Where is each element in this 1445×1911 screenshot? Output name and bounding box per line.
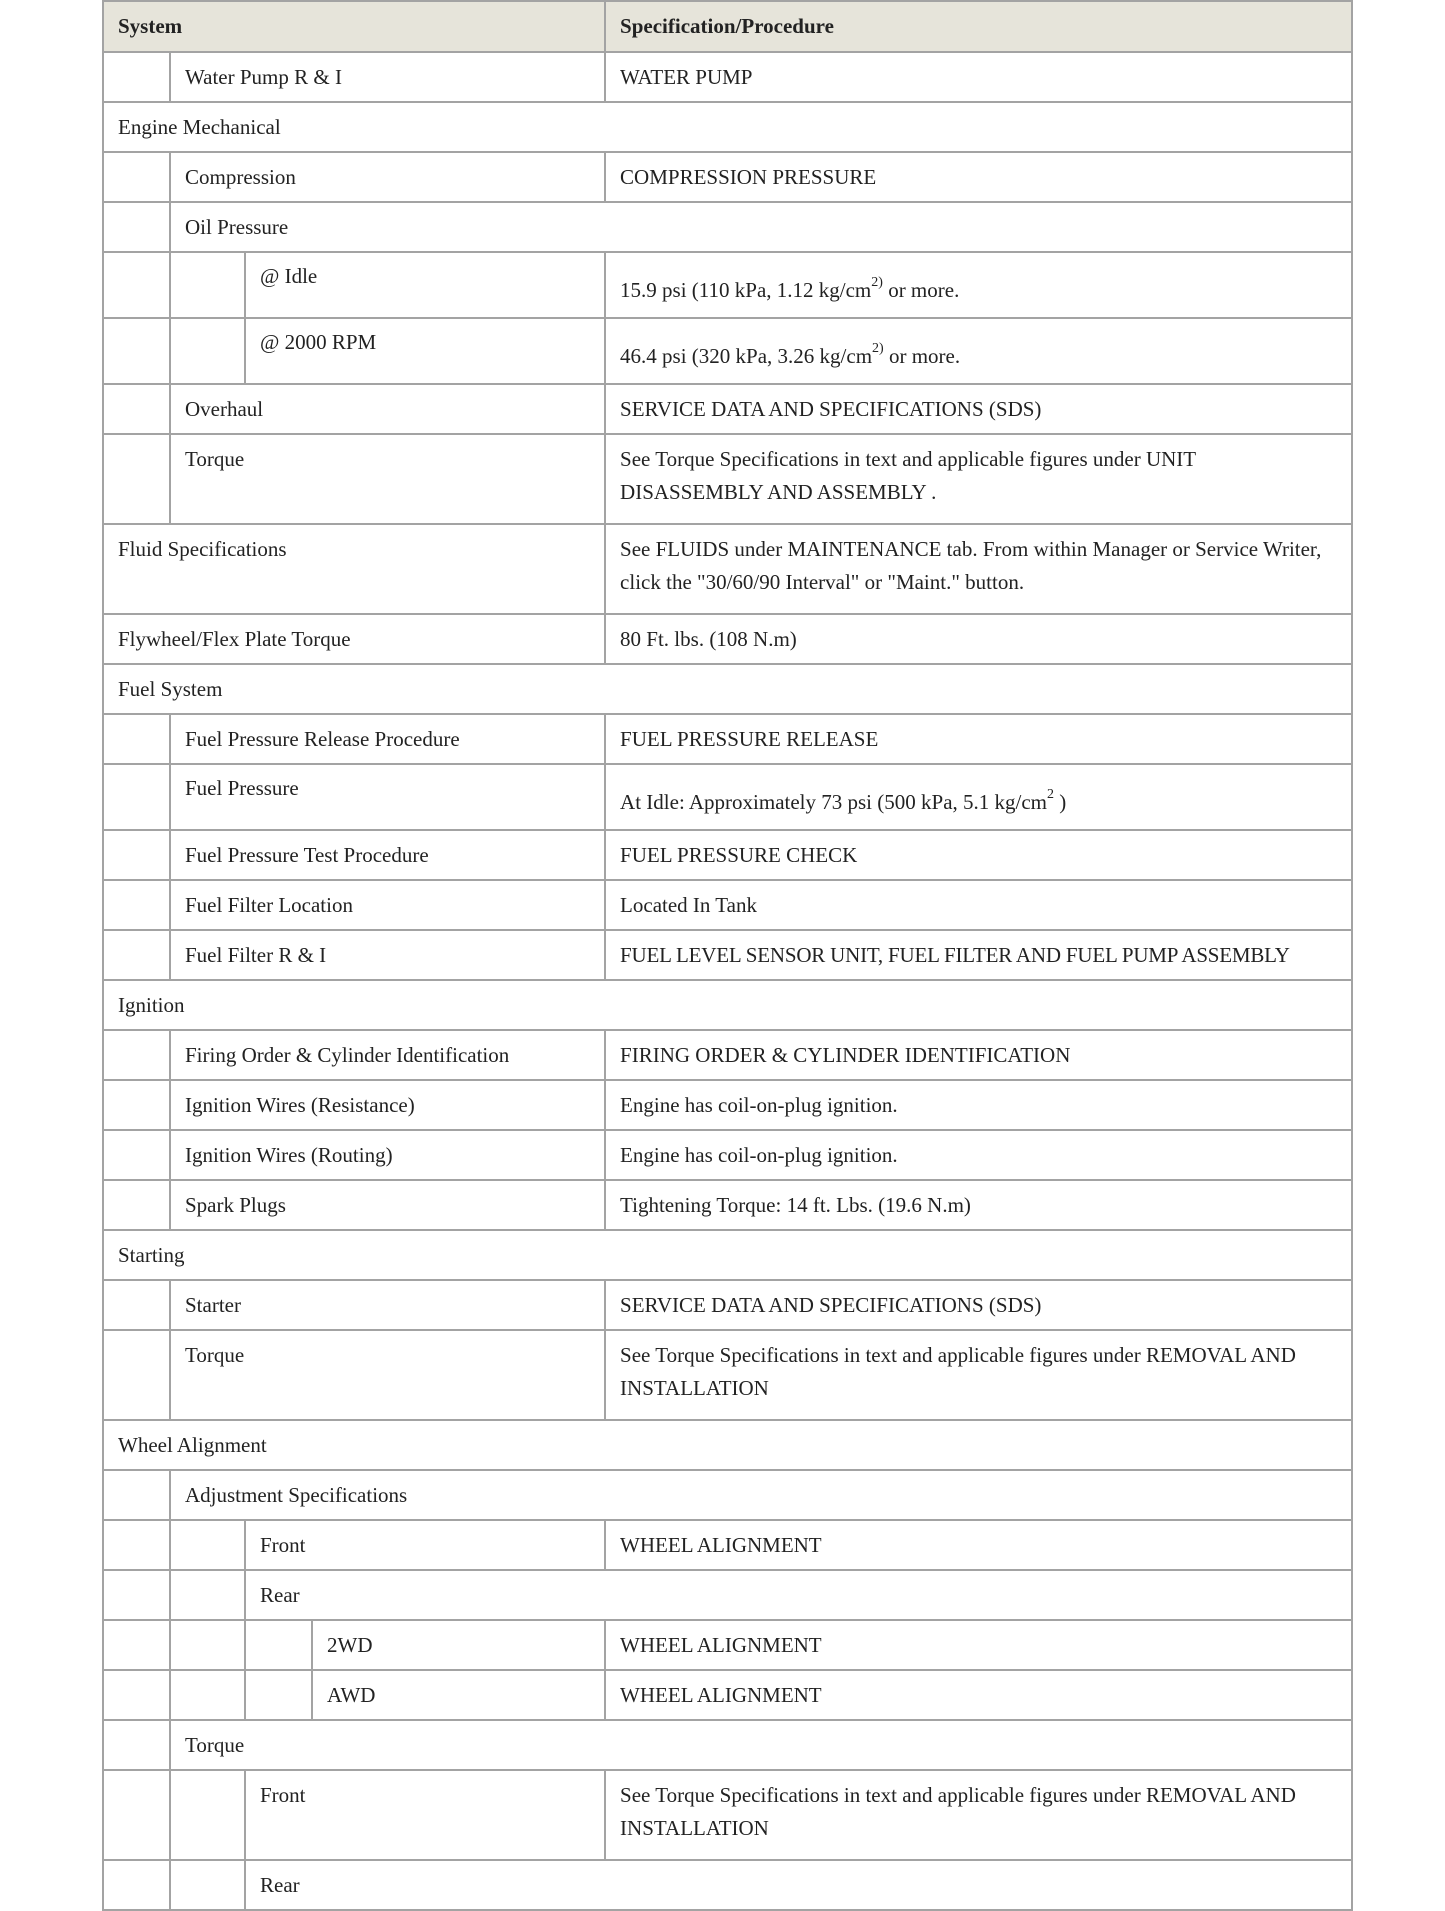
table-row xyxy=(103,1280,1352,1330)
component-cell: Compression xyxy=(170,152,605,202)
component-cell: Flywheel/Flex Plate Torque xyxy=(103,614,605,664)
table-row xyxy=(103,524,1352,614)
table-row xyxy=(103,1180,1352,1230)
table-row xyxy=(103,318,1352,384)
spec-column-header: Specification/Procedure xyxy=(605,1,1352,52)
spec-value: At Idle: Approximately 73 psi (500 kPa, 5.1 $kg/cm^2$ ) xyxy=(605,764,1352,830)
table-row xyxy=(103,1030,1352,1080)
spec-link[interactable]: WHEEL ALIGNMENT xyxy=(605,1520,1352,1570)
indent-cell xyxy=(103,1280,170,1330)
component-cell: @ Idle xyxy=(245,252,605,318)
component-cell: Front xyxy=(245,1520,605,1570)
table-row xyxy=(103,1670,1352,1720)
indent-cell xyxy=(103,764,170,830)
indent-cell xyxy=(103,1330,170,1420)
table-row xyxy=(103,434,1352,524)
spec-link[interactable]: FIRING ORDER & CYLINDER IDENTIFICATION xyxy=(605,1030,1352,1080)
subsection-title: Torque xyxy=(170,1720,1352,1770)
indent-cell xyxy=(170,1670,245,1720)
component-cell: Ignition Wires (Resistance) xyxy=(170,1080,605,1130)
spec-link[interactable]: SERVICE DATA AND SPECIFICATIONS (SDS) xyxy=(605,1280,1352,1330)
indent-cell xyxy=(103,202,170,252)
component-cell: Fuel Pressure Release Procedure xyxy=(170,714,605,764)
indent-cell xyxy=(103,252,170,318)
table-row xyxy=(103,1130,1352,1180)
component-cell: Fuel Pressure Test Procedure xyxy=(170,830,605,880)
section-title: Wheel Alignment xyxy=(103,1420,1352,1470)
subsection-title: Rear xyxy=(245,1860,1352,1910)
component-cell: Overhaul xyxy=(170,384,605,434)
spec-value: Engine has coil-on-plug ignition. xyxy=(605,1080,1352,1130)
subsection-row xyxy=(103,202,1352,252)
indent-cell xyxy=(103,1180,170,1230)
indent-cell xyxy=(103,1620,170,1670)
component-cell: 2WD xyxy=(312,1620,605,1670)
spec-value: 15.9 psi (110 kPa, 1.12 $kg/cm^{2)}$ or more. xyxy=(605,252,1352,318)
spec-value: 46.4 psi (320 kPa, 3.26 $kg/cm^{2)}$ or more. xyxy=(605,318,1352,384)
section-row xyxy=(103,1230,1352,1280)
indent-cell xyxy=(103,1670,170,1720)
indent-cell xyxy=(170,1520,245,1570)
section-row xyxy=(103,664,1352,714)
indent-cell xyxy=(103,1770,170,1860)
component-cell: Fluid Specifications xyxy=(103,524,605,614)
component-cell: Front xyxy=(245,1770,605,1860)
component-cell: Spark Plugs xyxy=(170,1180,605,1230)
subsection-title: Adjustment Specifications xyxy=(170,1470,1352,1520)
table-row xyxy=(103,152,1352,202)
spec-link[interactable]: FUEL PRESSURE RELEASE xyxy=(605,714,1352,764)
indent-cell xyxy=(103,52,170,102)
component-cell: Fuel Pressure xyxy=(170,764,605,830)
spec-link[interactable]: COMPRESSION PRESSURE xyxy=(605,152,1352,202)
section-title: Engine Mechanical xyxy=(103,102,1352,152)
section-title: Starting xyxy=(103,1230,1352,1280)
component-cell: Fuel Filter Location xyxy=(170,880,605,930)
subsection-row xyxy=(103,1860,1352,1910)
spec-link[interactable]: WHEEL ALIGNMENT xyxy=(605,1670,1352,1720)
indent-cell xyxy=(103,830,170,880)
indent-cell xyxy=(103,1030,170,1080)
subsection-row xyxy=(103,1720,1352,1770)
system-column-header: System xyxy=(103,1,605,52)
indent-cell xyxy=(245,1670,312,1720)
table-row xyxy=(103,830,1352,880)
indent-cell xyxy=(170,1570,245,1620)
table-row xyxy=(103,880,1352,930)
spec-link[interactable]: See FLUIDS under MAINTENANCE tab. From within Manager or Service Writer, click the "30/60/90 Interval" or "Maint." button. xyxy=(605,524,1352,614)
component-cell: AWD xyxy=(312,1670,605,1720)
table-row xyxy=(103,1080,1352,1130)
subsection-row xyxy=(103,1570,1352,1620)
spec-link[interactable]: See Torque Specifications in text and applicable figures under UNIT DISASSEMBLY AND ASSEMBLY . xyxy=(605,434,1352,524)
spec-link[interactable]: WATER PUMP xyxy=(605,52,1352,102)
component-cell: Fuel Filter R & I xyxy=(170,930,605,980)
table-row xyxy=(103,930,1352,980)
spec-link[interactable]: WHEEL ALIGNMENT xyxy=(605,1620,1352,1670)
component-cell: Torque xyxy=(170,1330,605,1420)
indent-cell xyxy=(103,930,170,980)
indent-cell xyxy=(103,1470,170,1520)
spec-link[interactable]: FUEL PRESSURE CHECK xyxy=(605,830,1352,880)
indent-cell xyxy=(103,1720,170,1770)
indent-cell xyxy=(170,252,245,318)
indent-cell xyxy=(245,1620,312,1670)
spec-link[interactable]: SERVICE DATA AND SPECIFICATIONS (SDS) xyxy=(605,384,1352,434)
indent-cell xyxy=(103,318,170,384)
section-title: Fuel System xyxy=(103,664,1352,714)
table-row xyxy=(103,52,1352,102)
table-row xyxy=(103,1620,1352,1670)
indent-cell xyxy=(103,1570,170,1620)
spec-link[interactable]: FUEL LEVEL SENSOR UNIT, FUEL FILTER AND FUEL PUMP ASSEMBLY xyxy=(605,930,1352,980)
subsection-title: Rear xyxy=(245,1570,1352,1620)
section-title: Ignition xyxy=(103,980,1352,1030)
indent-cell xyxy=(103,384,170,434)
table-header-row xyxy=(103,1,1352,52)
table-row xyxy=(103,384,1352,434)
section-row xyxy=(103,1420,1352,1470)
table-row xyxy=(103,252,1352,318)
table-row xyxy=(103,1330,1352,1420)
spec-value: Engine has coil-on-plug ignition. xyxy=(605,1130,1352,1180)
table-row xyxy=(103,714,1352,764)
indent-cell xyxy=(103,1520,170,1570)
spec-link[interactable]: See Torque Specifications in text and applicable figures under REMOVAL AND INSTALLATION xyxy=(605,1770,1352,1860)
section-row xyxy=(103,102,1352,152)
component-cell: Ignition Wires (Routing) xyxy=(170,1130,605,1180)
component-cell: Torque xyxy=(170,434,605,524)
component-cell: @ 2000 RPM xyxy=(245,318,605,384)
component-cell: Firing Order & Cylinder Identification xyxy=(170,1030,605,1080)
indent-cell xyxy=(103,434,170,524)
component-cell: Water Pump R & I xyxy=(170,52,605,102)
indent-cell xyxy=(103,714,170,764)
spec-value: 80 Ft. lbs. (108 N.m) xyxy=(605,614,1352,664)
spec-value: Located In Tank xyxy=(605,880,1352,930)
indent-cell xyxy=(170,318,245,384)
subsection-title: Oil Pressure xyxy=(170,202,1352,252)
subsection-row xyxy=(103,1470,1352,1520)
table-row xyxy=(103,1770,1352,1860)
indent-cell xyxy=(103,1130,170,1180)
indent-cell xyxy=(103,152,170,202)
section-row xyxy=(103,980,1352,1030)
indent-cell xyxy=(170,1770,245,1860)
spec-link[interactable]: See Torque Specifications in text and applicable figures under REMOVAL AND INSTALLATION xyxy=(605,1330,1352,1420)
indent-cell xyxy=(170,1860,245,1910)
component-cell: Starter xyxy=(170,1280,605,1330)
spec-value: Tightening Torque: 14 ft. Lbs. (19.6 N.m) xyxy=(605,1180,1352,1230)
indent-cell xyxy=(103,1080,170,1130)
table-row xyxy=(103,1520,1352,1570)
indent-cell xyxy=(170,1620,245,1670)
specification-table xyxy=(102,0,1353,1911)
table-row xyxy=(103,614,1352,664)
indent-cell xyxy=(103,1860,170,1910)
table-row xyxy=(103,764,1352,830)
indent-cell xyxy=(103,880,170,930)
